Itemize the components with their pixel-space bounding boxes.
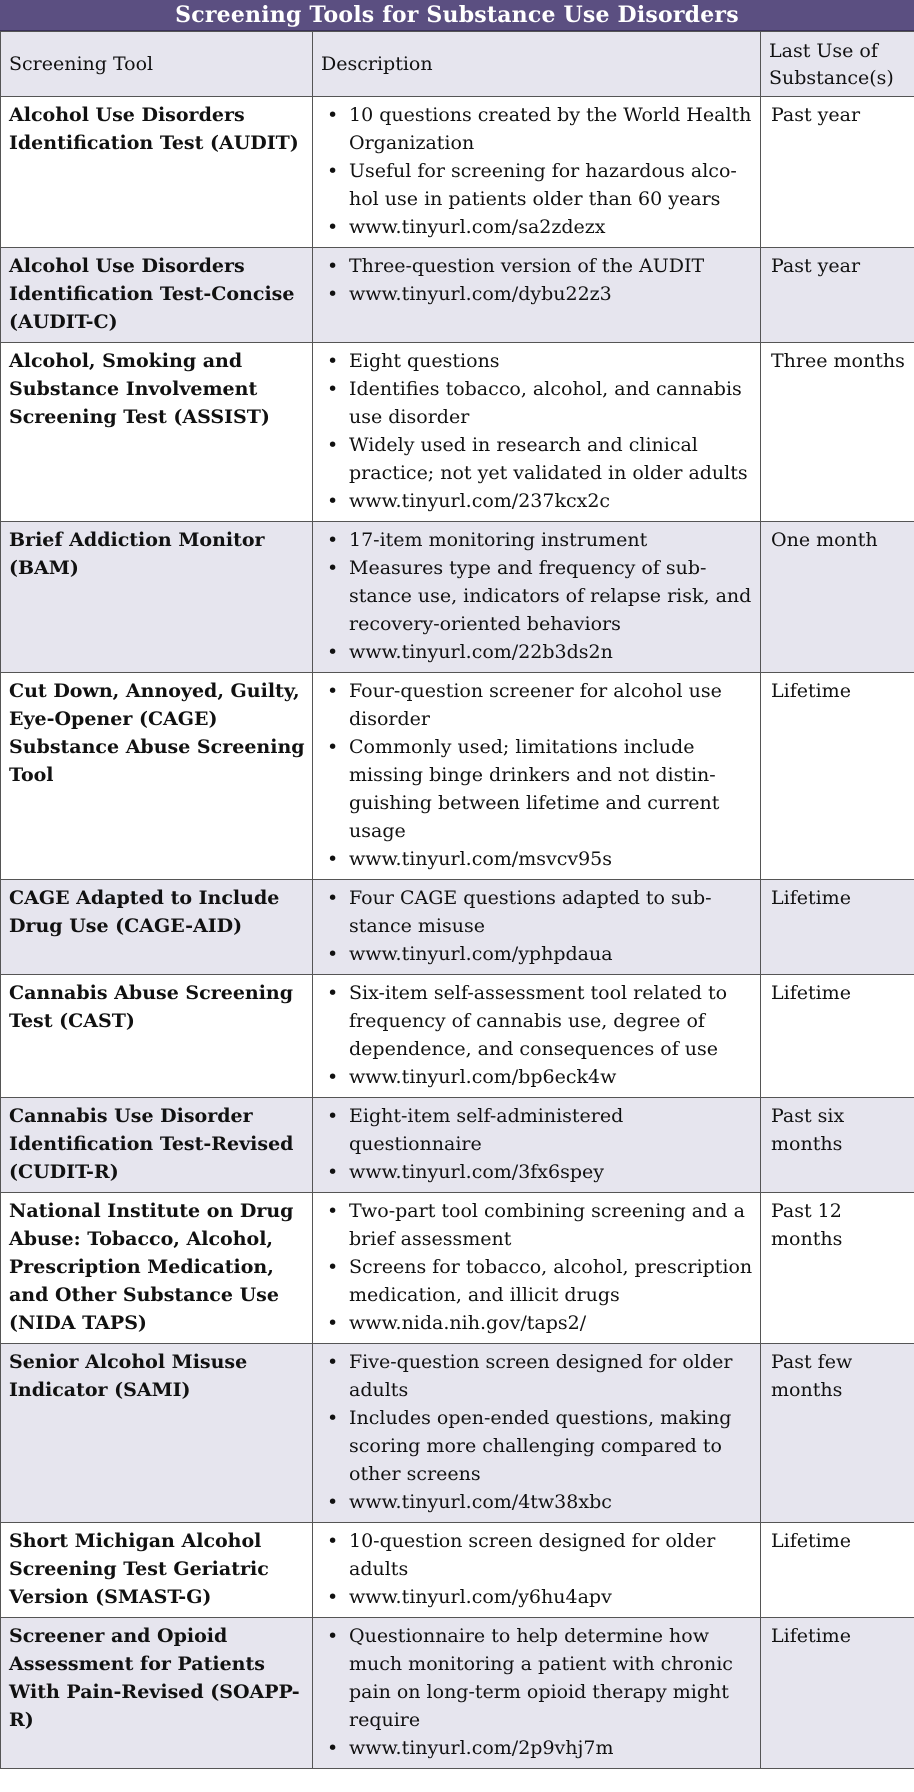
bullet-text: www.tinyurl.com/237kcx2c xyxy=(349,490,611,512)
tool-description xyxy=(313,1193,761,1344)
bullet-icon: • xyxy=(327,641,339,663)
bullet-text: www.tinyurl.com/bp6eck4w xyxy=(349,1066,617,1088)
last-use-of-substance: Three months xyxy=(761,343,914,522)
description-bullet xyxy=(323,252,754,280)
table-row xyxy=(1,673,914,880)
screening-tool-name: Brief Addiction Monitor (BAM) xyxy=(1,522,313,673)
bullet-icon: • xyxy=(327,736,339,758)
bullet-text: Useful for screening for hazardous alco-hol use in patients older than 60 years xyxy=(349,160,737,210)
header-description: Description xyxy=(313,32,761,97)
bullet-icon: • xyxy=(327,557,339,579)
last-use-of-substance: Lifetime xyxy=(761,1523,914,1618)
description-bullet-list xyxy=(323,979,754,1091)
description-bullet xyxy=(323,157,754,213)
bullet-text: www.tinyurl.com/3fx6spey xyxy=(349,1161,605,1183)
description-bullet xyxy=(323,101,754,157)
screening-tool-name: National Institute on Drug Abuse: Tobacco, Alcohol, Prescription Medication, and Other Substance Use (NIDA TAPS) xyxy=(1,1193,313,1344)
last-use-of-substance: Past year xyxy=(761,248,914,343)
bullet-icon: • xyxy=(327,1066,339,1088)
table-row xyxy=(1,97,914,248)
bullet-icon: • xyxy=(327,378,339,400)
last-use-of-substance: Past six months xyxy=(761,1098,914,1193)
bullet-icon: • xyxy=(327,1586,339,1608)
last-use-of-substance: One month xyxy=(761,522,914,673)
bullet-text: www.tinyurl.com/yphpdaua xyxy=(349,943,613,965)
table-row xyxy=(1,1344,914,1523)
description-bullet xyxy=(323,1488,754,1516)
bullet-icon: • xyxy=(327,982,339,1004)
screening-tool-name: Alcohol, Smoking and Substance Involvement Screening Test (ASSIST) xyxy=(1,343,313,522)
bullet-text: 10-question screen designed for older adults xyxy=(349,1530,716,1580)
bullet-text: Questionnaire to help determine how much monitoring a patient with chronic pain on long-term opioid therapy might require xyxy=(349,1625,733,1731)
bullet-text: 10 questions created by the World Health Organization xyxy=(349,104,752,154)
table-row xyxy=(1,880,914,975)
bullet-text: Measures type and frequency of sub-stance use, indicators of relapse risk, and recovery-oriented behaviors xyxy=(349,557,752,635)
bullet-text: Includes open-ended questions, making scoring more challenging compared to other screens xyxy=(349,1407,732,1485)
bullet-text: www.tinyurl.com/4tw38xbc xyxy=(349,1491,612,1513)
bullet-icon: • xyxy=(327,1530,339,1552)
bullet-icon: • xyxy=(327,1200,339,1222)
header-last-use-line1: Last Use of xyxy=(769,40,878,62)
table-row xyxy=(1,975,914,1098)
description-bullet xyxy=(323,431,754,487)
description-bullet-list xyxy=(323,101,754,241)
description-bullet xyxy=(323,554,754,638)
screening-tool-name: CAGE Adapted to Include Drug Use (CAGE-AID) xyxy=(1,880,313,975)
description-bullet xyxy=(323,375,754,431)
bullet-text: Eight questions xyxy=(349,350,500,372)
tool-description xyxy=(313,1098,761,1193)
last-use-of-substance: Lifetime xyxy=(761,1618,914,1769)
bullet-text: Widely used in research and clinical practice; not yet validated in older adults xyxy=(349,434,748,484)
bullet-text: Three-question version of the AUDIT xyxy=(349,255,705,277)
header-last-use xyxy=(761,32,914,97)
last-use-of-substance: Lifetime xyxy=(761,880,914,975)
table-title: Screening Tools for Substance Use Disorders xyxy=(0,0,914,31)
tool-description xyxy=(313,975,761,1098)
description-bullet xyxy=(323,1158,754,1186)
bullet-icon: • xyxy=(327,1407,339,1429)
description-bullet xyxy=(323,940,754,968)
bullet-icon: • xyxy=(327,283,339,305)
header-last-use-line2: Substance(s) xyxy=(769,67,894,89)
table-row xyxy=(1,1098,914,1193)
bullet-text: Eight-item self-administered questionnaire xyxy=(349,1105,624,1155)
screening-tool-name: Short Michigan Alcohol Screening Test Geriatric Version (SMAST-G) xyxy=(1,1523,313,1618)
table-row xyxy=(1,1523,914,1618)
bullet-icon: • xyxy=(327,350,339,372)
description-bullet-list xyxy=(323,1197,754,1337)
screening-tools-table xyxy=(0,31,914,1769)
description-bullet-list xyxy=(323,677,754,873)
description-bullet xyxy=(323,213,754,241)
screening-tool-name: Cannabis Use Disorder Identification Test-Revised (CUDIT-R) xyxy=(1,1098,313,1193)
description-bullet xyxy=(323,677,754,733)
tool-description xyxy=(313,97,761,248)
last-use-of-substance: Lifetime xyxy=(761,673,914,880)
bullet-text: www.tinyurl.com/msvcv95s xyxy=(349,848,612,870)
description-bullet xyxy=(323,1622,754,1734)
bullet-icon: • xyxy=(327,1256,339,1278)
bullet-icon: • xyxy=(327,943,339,965)
table-row xyxy=(1,522,914,673)
description-bullet-list xyxy=(323,347,754,515)
description-bullet xyxy=(323,1063,754,1091)
bullet-icon: • xyxy=(327,490,339,512)
description-bullet xyxy=(323,487,754,515)
description-bullet xyxy=(323,733,754,845)
description-bullet-list xyxy=(323,1622,754,1762)
bullet-text: www.tinyurl.com/2p9vhj7m xyxy=(349,1737,614,1759)
bullet-text: www.tinyurl.com/sa2zdezx xyxy=(349,216,606,238)
table-row xyxy=(1,1618,914,1769)
bullet-icon: • xyxy=(327,1105,339,1127)
bullet-icon: • xyxy=(327,1161,339,1183)
last-use-of-substance: Past few months xyxy=(761,1344,914,1523)
bullet-icon: • xyxy=(327,1625,339,1647)
tool-description xyxy=(313,1618,761,1769)
bullet-icon: • xyxy=(327,434,339,456)
description-bullet xyxy=(323,1309,754,1337)
description-bullet xyxy=(323,1404,754,1488)
bullet-icon: • xyxy=(327,104,339,126)
description-bullet xyxy=(323,280,754,308)
bullet-text: Commonly used; limitations include missing binge drinkers and not distin-guishing between lifetime and current usage xyxy=(349,736,720,842)
description-bullet-list xyxy=(323,1527,754,1611)
tool-description xyxy=(313,248,761,343)
tool-description xyxy=(313,343,761,522)
description-bullet xyxy=(323,1253,754,1309)
description-bullet xyxy=(323,1527,754,1583)
table-row xyxy=(1,1193,914,1344)
description-bullet xyxy=(323,347,754,375)
screening-tool-name: Alcohol Use Disorders Identification Test (AUDIT) xyxy=(1,97,313,248)
table-body xyxy=(1,97,914,1769)
bullet-icon: • xyxy=(327,1737,339,1759)
description-bullet-list xyxy=(323,1102,754,1186)
bullet-icon: • xyxy=(327,848,339,870)
tool-description xyxy=(313,522,761,673)
screening-tool-name: Cut Down, Annoyed, Guilty, Eye-Opener (CAGE) Substance Abuse Screening Tool xyxy=(1,673,313,880)
table-header-row xyxy=(1,32,914,97)
description-bullet xyxy=(323,845,754,873)
bullet-text: Screens for tobacco, alcohol, prescription medication, and illicit drugs xyxy=(349,1256,753,1306)
last-use-of-substance: Past year xyxy=(761,97,914,248)
bullet-icon: • xyxy=(327,160,339,182)
screening-tool-name: Alcohol Use Disorders Identification Test-Concise (AUDIT-C) xyxy=(1,248,313,343)
bullet-text: Four-question screener for alcohol use disorder xyxy=(349,680,722,730)
bullet-icon: • xyxy=(327,680,339,702)
last-use-of-substance: Past 12 months xyxy=(761,1193,914,1344)
bullet-icon: • xyxy=(327,1351,339,1373)
bullet-text: Two-part tool combining screening and a brief assessment xyxy=(349,1200,745,1250)
bullet-text: www.tinyurl.com/y6hu4apv xyxy=(349,1586,612,1608)
bullet-text: www.tinyurl.com/dybu22z3 xyxy=(349,283,612,305)
screening-tool-name: Senior Alcohol Misuse Indicator (SAMI) xyxy=(1,1344,313,1523)
screening-tool-name: Screener and Opioid Assessment for Patients With Pain-Revised (SOAPP-R) xyxy=(1,1618,313,1769)
bullet-icon: • xyxy=(327,255,339,277)
description-bullet xyxy=(323,638,754,666)
bullet-icon: • xyxy=(327,529,339,551)
header-screening-tool: Screening Tool xyxy=(1,32,313,97)
last-use-of-substance: Lifetime xyxy=(761,975,914,1098)
bullet-icon: • xyxy=(327,216,339,238)
bullet-text: 17-item monitoring instrument xyxy=(349,529,648,551)
tool-description xyxy=(313,1523,761,1618)
description-bullet xyxy=(323,1197,754,1253)
description-bullet xyxy=(323,884,754,940)
bullet-text: www.tinyurl.com/22b3ds2n xyxy=(349,641,613,663)
description-bullet-list xyxy=(323,252,754,308)
tool-description xyxy=(313,1344,761,1523)
description-bullet-list xyxy=(323,1348,754,1516)
bullet-text: www.nida.nih.gov/taps2/ xyxy=(349,1312,587,1334)
tool-description xyxy=(313,673,761,880)
description-bullet xyxy=(323,1583,754,1611)
bullet-text: Four CAGE questions adapted to sub-stance misuse xyxy=(349,887,712,937)
description-bullet-list xyxy=(323,884,754,968)
bullet-text: Five-question screen designed for older adults xyxy=(349,1351,733,1401)
screening-tool-name: Cannabis Abuse Screening Test (CAST) xyxy=(1,975,313,1098)
bullet-text: Identifies tobacco, alcohol, and cannabis use disorder xyxy=(349,378,742,428)
description-bullet xyxy=(323,1348,754,1404)
description-bullet xyxy=(323,526,754,554)
table-row xyxy=(1,343,914,522)
description-bullet xyxy=(323,979,754,1063)
table-row xyxy=(1,248,914,343)
description-bullet xyxy=(323,1734,754,1762)
bullet-icon: • xyxy=(327,1312,339,1334)
description-bullet xyxy=(323,1102,754,1158)
description-bullet-list xyxy=(323,526,754,666)
bullet-text: Six-item self-assessment tool related to frequency of cannabis use, degree of dependence, and consequences of use xyxy=(349,982,728,1060)
bullet-icon: • xyxy=(327,887,339,909)
tool-description xyxy=(313,880,761,975)
bullet-icon: • xyxy=(327,1491,339,1513)
